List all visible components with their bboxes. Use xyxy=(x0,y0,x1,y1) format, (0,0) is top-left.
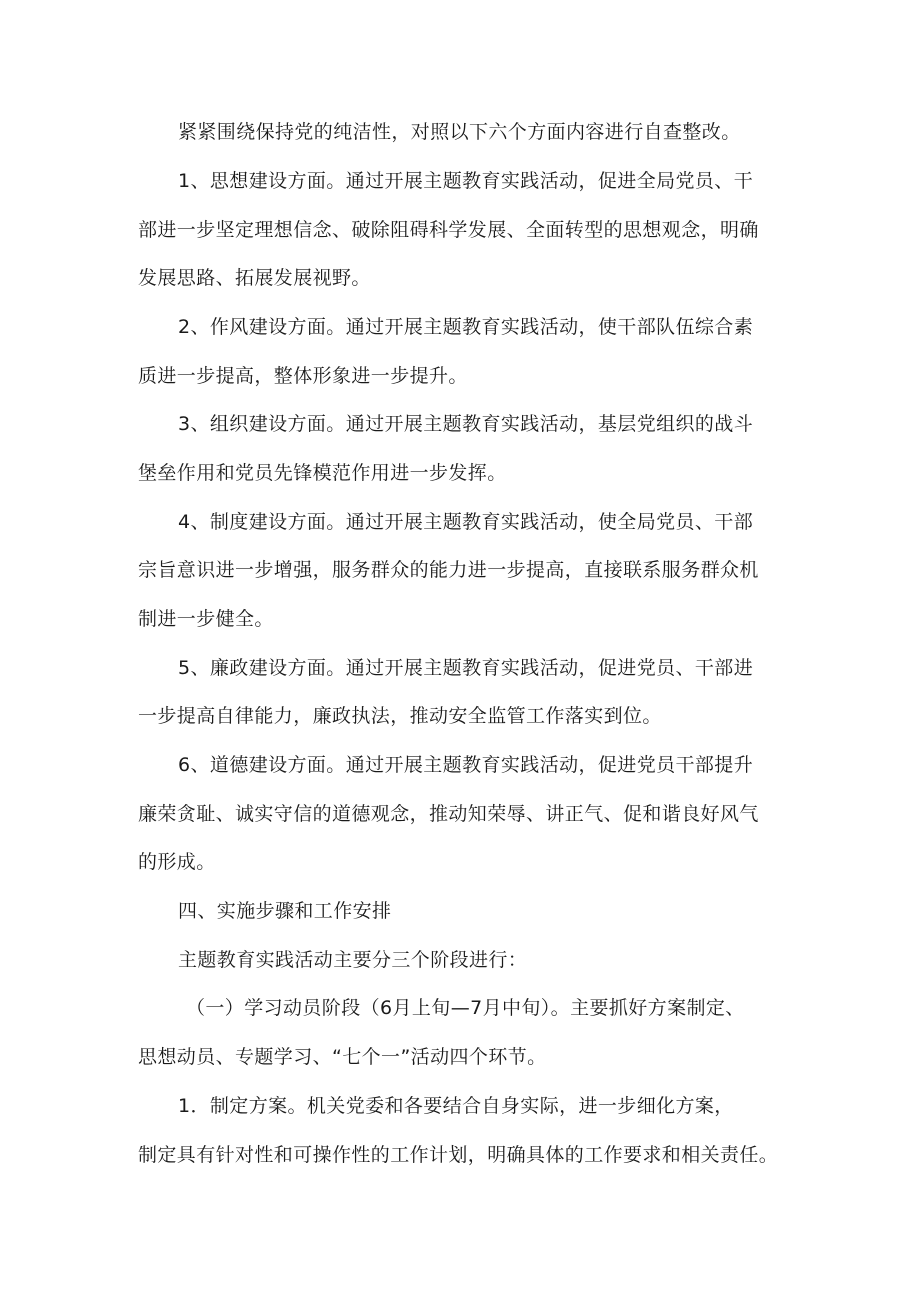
paragraph-line: 部进一步坚定理想信念、破除阻碍科学发展、全面转型的思想观念，明确 xyxy=(138,219,759,241)
paragraph-line: 制定具有针对性和可操作性的工作计划，明确具体的工作要求和相关责任。 xyxy=(138,1144,779,1166)
paragraph-line: 紧紧围绕保持党的纯洁性，对照以下六个方面内容进行自查整改。 xyxy=(178,121,741,143)
paragraph-line: 廉荣贪耻、诚实守信的道德观念，推动知荣辱、讲正气、促和谐良好风气 xyxy=(138,803,759,825)
paragraph-line: 发展思路、拓展发展视野。 xyxy=(138,267,371,289)
section-heading: 四、实施步骤和工作安排 xyxy=(178,900,392,922)
paragraph-line: 主题教育实践活动主要分三个阶段进行： xyxy=(178,949,528,971)
paragraph-line: 制进一步健全。 xyxy=(138,608,274,630)
paragraph-line: 思想动员、专题学习、“七个一”活动四个环节。 xyxy=(138,1046,547,1068)
paragraph-line: 2、作风建设方面。通过开展主题教育实践活动，使干部队伍综合素 xyxy=(178,316,754,338)
paragraph-line: 4、制度建设方面。通过开展主题教育实践活动，使全局党员、干部 xyxy=(178,511,754,533)
paragraph-line: 的形成。 xyxy=(138,851,216,873)
paragraph-line: 堡垒作用和党员先锋模范作用进一步发挥。 xyxy=(138,462,507,484)
paragraph-line: 质进一步提高，整体形象进一步提升。 xyxy=(138,365,468,387)
paragraph-line: 宗旨意识进一步增强，服务群众的能力进一步提高，直接联系服务群众机 xyxy=(138,559,759,581)
paragraph-line: 1．制定方案。机关党委和各要结合自身实际，进一步细化方案， xyxy=(178,1095,734,1117)
paragraph-line: 6、道德建设方面。通过开展主题教育实践活动，促进党员干部提升 xyxy=(178,754,754,776)
paragraph-line: 5、廉政建设方面。通过开展主题教育实践活动，促进党员、干部进 xyxy=(178,657,754,679)
paragraph-line: （一）学习动员阶段（6月上旬—7月中旬）。主要抓好方案制定、 xyxy=(186,997,745,1019)
paragraph-line: 一步提高自律能力，廉政执法，推动安全监管工作落实到位。 xyxy=(138,705,662,727)
paragraph-line: 3、组织建设方面。通过开展主题教育实践活动，基层党组织的战斗 xyxy=(178,413,754,435)
paragraph-line: 1、思想建设方面。通过开展主题教育实践活动，促进全局党员、干 xyxy=(178,170,754,192)
